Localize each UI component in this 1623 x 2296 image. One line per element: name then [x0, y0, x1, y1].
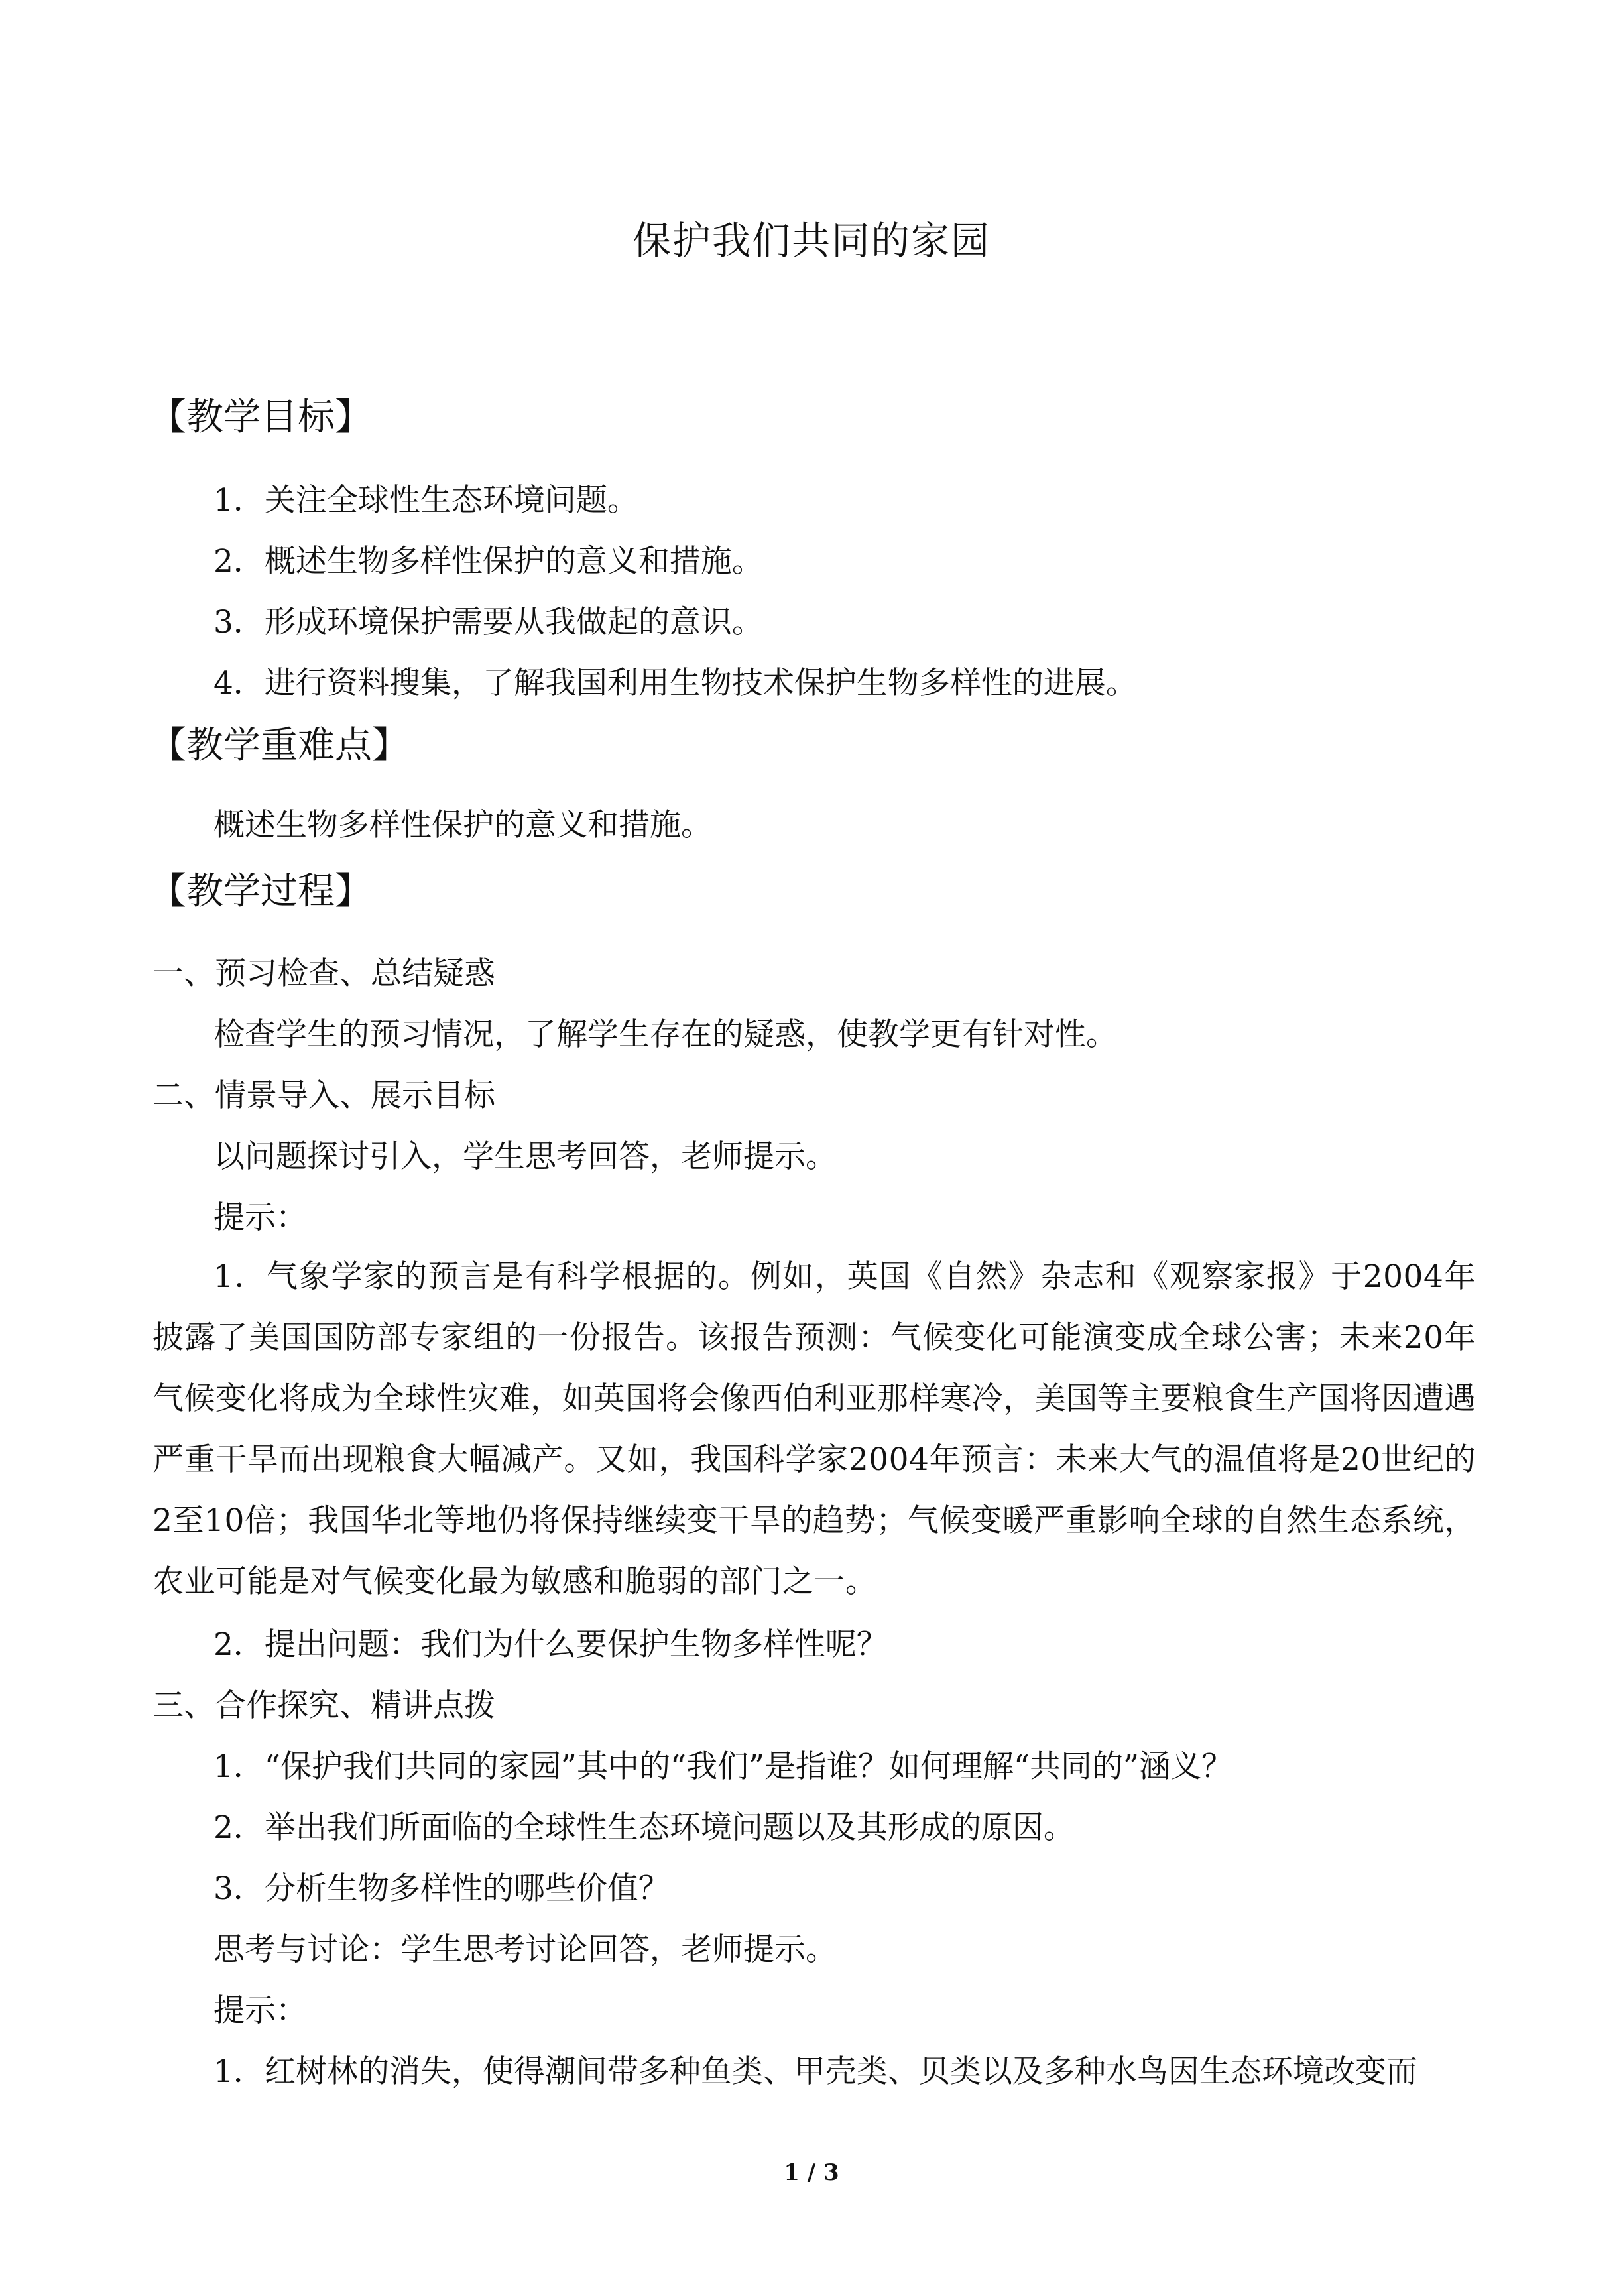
part3-heading: 三、合作探究、精讲点拨 [152, 1687, 495, 1724]
key-points-text: 概述生物多样性保护的意义和措施。 [213, 807, 712, 843]
part2-heading: 二、情景导入、展示目标 [152, 1077, 495, 1114]
part3-hint-1: 1．红树林的消失，使得潮间带多种鱼类、甲壳类、贝类以及多种水鸟因生态环境改变而 [213, 2053, 1417, 2090]
process-heading: 【教学过程】 [149, 870, 372, 913]
part3-item-3: 3．分析生物多样性的哪些价值？ [213, 1870, 670, 1907]
part3-discussion: 思考与讨论：学生思考讨论回答，老师提示。 [213, 1931, 837, 1968]
page-number: 1 / 3 [784, 2159, 839, 2186]
part2-hint-paragraph: 1．气象学家的预言是有科学根据的。例如，英国《自然》杂志和《观察家报》于2004年披露了美国国防部专家组的一份报告。该报告预测：气候变化可能演变成全球公害；未来20年气候变化将成为全球性灾难，如英国将会像西伯利亚那样寒冷，美国等主要粮食生产国将因遭遇严重干旱而出现粮食大幅减产。又如，我国科学家2004年预言：未来大气的温值将是20世纪的2至10倍；我国华北等地仍将保持继续变干旱的趋势；气候变暖严重影响全球的自然生态系统，农业可能是对气候变化最为敏感和脆弱的部门之一。 [152, 1258, 1476, 1600]
objective-item-1: 1．关注全球性生态环境问题。 [213, 482, 638, 518]
part3-item-2: 2．举出我们所面临的全球性生态环境问题以及其形成的原因。 [213, 1809, 1075, 1846]
objective-item-2: 2．概述生物多样性保护的意义和措施。 [213, 543, 763, 579]
part1-text: 检查学生的预习情况，了解学生存在的疑惑，使教学更有针对性。 [213, 1016, 1117, 1053]
part3-item-1: 1．“保护我们共同的家园”其中的“我们”是指谁？如何理解“共同的”涵义？ [213, 1748, 1233, 1785]
document-title: 保护我们共同的家园 [632, 218, 991, 263]
objective-item-4: 4．进行资料搜集，了解我国利用生物技术保护生物多样性的进展。 [213, 665, 1137, 701]
objectives-heading: 【教学目标】 [149, 396, 372, 439]
part2-text: 以问题探讨引入，学生思考回答，老师提示。 [213, 1138, 837, 1175]
part2-hint-label: 提示： [213, 1199, 307, 1236]
key-points-heading: 【教学重难点】 [149, 724, 409, 767]
part1-heading: 一、预习检查、总结疑惑 [152, 955, 495, 992]
part3-hint-label: 提示： [213, 1992, 307, 2029]
objective-item-3: 3．形成环境保护需要从我做起的意识。 [213, 604, 763, 640]
part2-hint-question: 2．提出问题：我们为什么要保护生物多样性呢？ [213, 1626, 888, 1663]
